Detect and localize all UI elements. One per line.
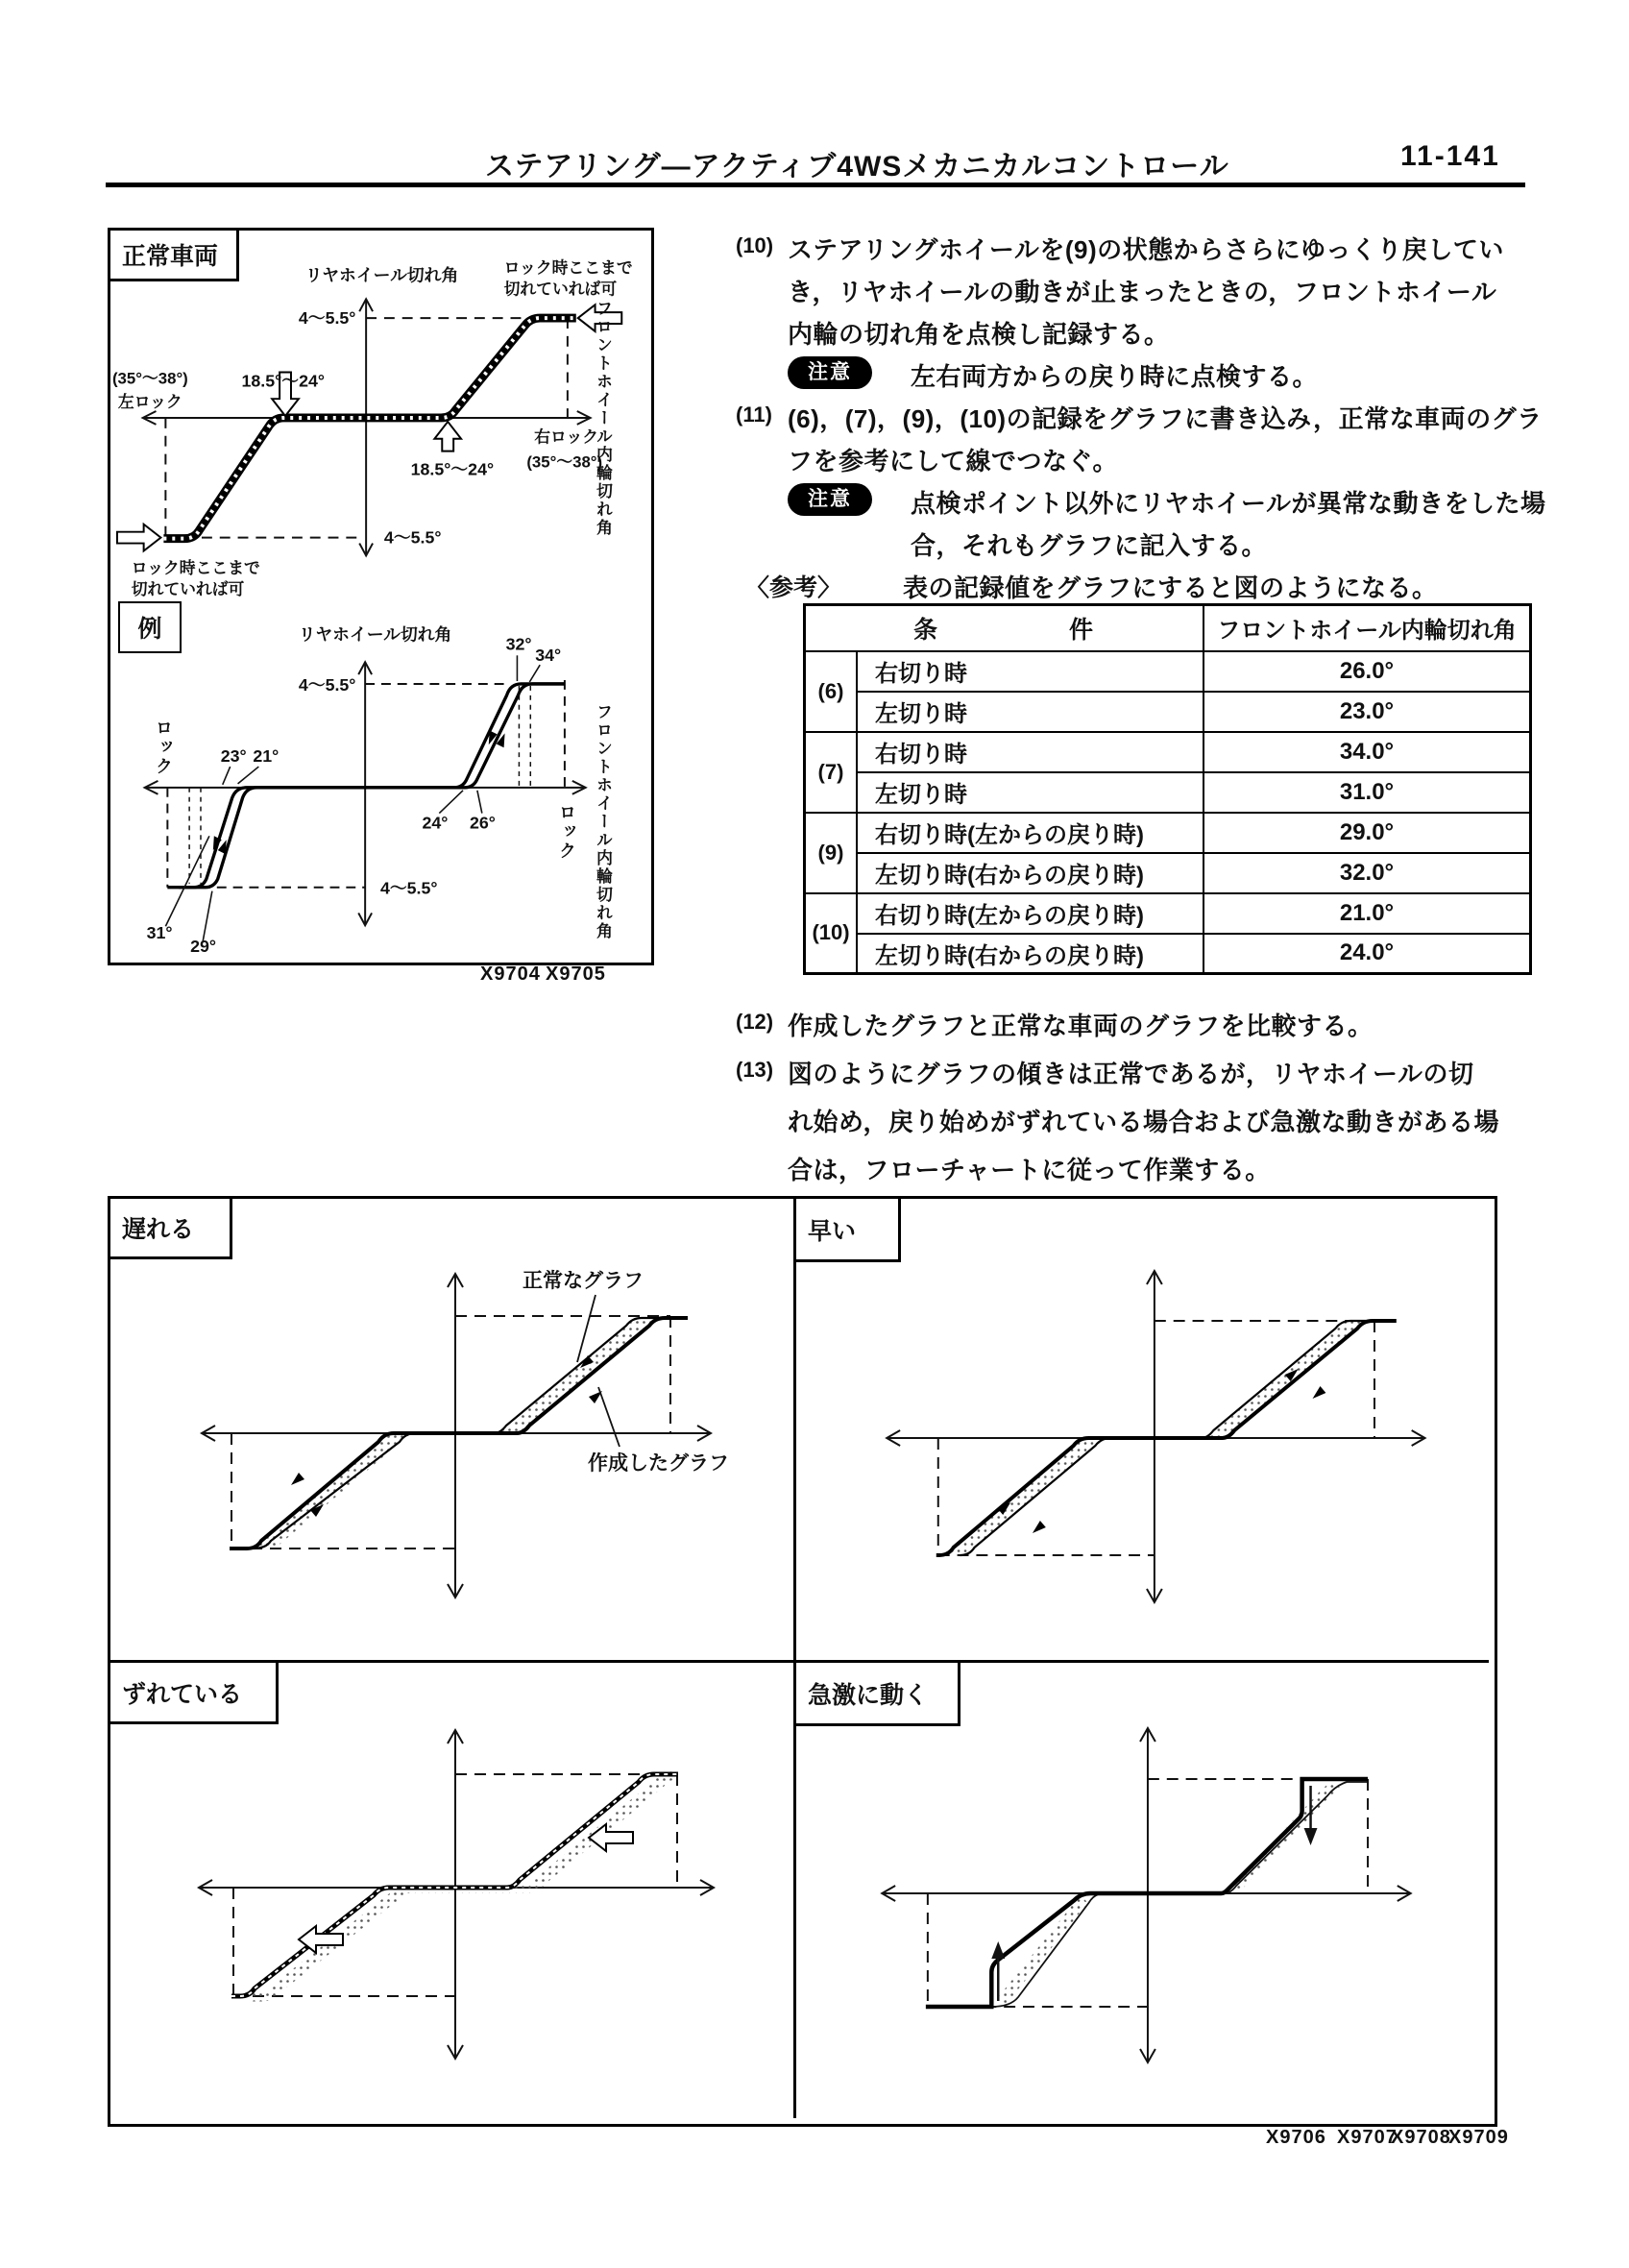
table-group-id: (6) (805, 651, 858, 732)
table-value: 21.0° (1204, 893, 1531, 934)
arrow-up-icon (991, 1941, 1005, 1959)
step-13-number: (13) (736, 1058, 774, 1082)
normal-right-lock-range: (35°〜38°) (526, 452, 603, 472)
figure-id: X9706 (1266, 2127, 1326, 2148)
quadrant-shifted-graph (110, 1663, 793, 2118)
table-row (805, 934, 1531, 974)
step-13-line-3: 合は，フローチャートに従って作業する。 (788, 1156, 1271, 1184)
example-curves (167, 684, 565, 888)
caution-1-text: 左右両方からの戻り時に点検する。 (911, 362, 1319, 391)
lock-arrow-bottom-icon (117, 524, 161, 551)
step-13-line-2: れ始め，戻り始めがずれている場合および急激な動きがある場 (788, 1108, 1499, 1136)
table-value: 24.0° (1204, 934, 1531, 974)
figure-id: X9707 (1337, 2127, 1398, 2148)
normal-lock-note-bottom-2: 切れていれば可 (131, 579, 245, 598)
table-row (805, 772, 1531, 813)
quadrant-shifted-label: ずれている (122, 1680, 243, 1708)
caution-badge: 注意 (788, 483, 872, 516)
arrow-down-icon (1304, 1828, 1318, 1845)
figure-id: X9708 (1391, 2127, 1451, 2148)
table-condition: 右切り時(左からの戻り時) (857, 813, 1204, 853)
page-number: 11-141 (1400, 140, 1500, 172)
example-angle-26: 26° (469, 813, 496, 833)
example-thin-dashed (189, 686, 530, 884)
created-graph-label: 作成したグラフ (588, 1452, 729, 1475)
table-group-id: (10) (805, 893, 858, 974)
example-leader-lines (165, 655, 540, 942)
table-header-row (805, 605, 1531, 651)
normal-deadband-lower: 18.5°〜24° (410, 459, 495, 479)
table-value: 31.0° (1204, 772, 1531, 813)
example-angle-23: 23° (220, 746, 247, 767)
table-header-condition: 条 件 (805, 605, 1204, 651)
table-value: 29.0° (1204, 813, 1531, 853)
quadrant-sudden-label-box (796, 1663, 960, 1726)
band-lower (1002, 1899, 1083, 2001)
step-11-line-2: フを参考にして線でつなぐ。 (788, 447, 1118, 476)
quadrant-shifted-label-box (110, 1663, 279, 1724)
caution-2-line-1: 点検ポイント以外にリヤホイールが異常な動きをした場 (911, 489, 1546, 518)
figure-id: X9709 (1448, 2127, 1509, 2148)
axes (199, 1730, 714, 2059)
normal-lock-note-top-2: 切れていれば可 (503, 280, 618, 299)
band-lower (945, 1438, 1103, 1555)
step-10-number: (10) (736, 233, 774, 257)
normal-lower-range: 4〜5.5° (383, 527, 442, 548)
example-y-axis-label: リヤホイール切れ角 (298, 624, 452, 645)
quadrant-early-label: 早い (808, 1217, 857, 1245)
step-10-line-3: 内輪の切れ角を点検し記録する。 (788, 320, 1170, 349)
normal-graph-label: 正常なグラフ (523, 1270, 644, 1292)
quadrant-sudden-graph (796, 1663, 1489, 2118)
example-right-axis-label: フロントホイール内輪切れ角 (594, 703, 612, 940)
normal-upper-range: 4〜5.5° (298, 308, 356, 329)
normal-deadband-upper: 18.5°〜24° (241, 371, 325, 391)
table-value: 23.0° (1204, 692, 1531, 732)
table-row (805, 732, 1531, 772)
normal-curve (163, 318, 575, 539)
example-angle-21: 21° (253, 746, 280, 767)
quadrant-sudden-label: 急激に動く (808, 1681, 929, 1709)
table-value: 26.0° (1204, 651, 1531, 692)
table-row (805, 893, 1531, 934)
example-dashed-lines (167, 680, 565, 888)
table-condition: 右切り時(左からの戻り時) (857, 893, 1204, 934)
quadrant-delayed-label: 遅れる (122, 1216, 195, 1243)
table-group-id: (9) (805, 813, 858, 893)
example-figure-title: 例 (137, 616, 162, 643)
quadrant-delayed-graph (110, 1199, 793, 1660)
reference-label: 〈参考〉 (745, 574, 842, 601)
step-10-line-1: ステアリングホイールを(9)の状態からさらにゆっくり戻してい (788, 235, 1504, 264)
table-condition: 右切り時 (857, 732, 1204, 772)
normal-left-lock-range: (35°〜38°) (111, 369, 188, 388)
example-lock-right-label: ロック (557, 803, 576, 861)
deadband-arrow-up-icon (434, 422, 461, 451)
example-lock-left-label: ロック (154, 719, 173, 776)
example-angle-24: 24° (422, 813, 449, 833)
normal-right-lock: 右ロック (534, 427, 599, 447)
step-11-number: (11) (736, 402, 772, 427)
normal-left-lock: 左ロック (117, 393, 182, 412)
page-title: ステアリング―アクティブ4WSメカニカルコントロール (485, 151, 1229, 183)
comparison-grid (108, 1196, 1497, 2127)
header-rule (106, 183, 1525, 187)
figure-id: X9704 (480, 963, 541, 985)
table-condition: 右切り時 (857, 651, 1204, 692)
table-row (805, 692, 1531, 732)
quadrant-early-label-box (796, 1199, 901, 1262)
caution-badge: 注意 (788, 356, 872, 389)
quadrant-early-graph (796, 1199, 1489, 1660)
normal-figure-title-box (110, 231, 239, 281)
left-figure-box (108, 228, 654, 965)
reference-text: 表の記録値をグラフにすると図のようになる。 (903, 573, 1438, 602)
table-row (805, 651, 1531, 692)
step-10-line-2: き，リヤホイールの動きが止まったときの，フロントホイール (788, 278, 1497, 306)
normal-lock-note-top-1: ロック時ここまで (503, 258, 633, 278)
band-upper (1206, 1321, 1364, 1438)
table-condition: 左切り時 (857, 692, 1204, 732)
example-angle-34: 34° (535, 646, 562, 666)
example-lower-range: 4〜5.5° (379, 878, 438, 898)
example-angle-29: 29° (190, 936, 217, 956)
normal-y-axis-label: リヤホイール切れ角 (304, 265, 459, 285)
example-upper-range: 4〜5.5° (298, 674, 356, 695)
table-row (805, 853, 1531, 893)
step-12-line-1: 作成したグラフと正常な車両のグラフを比較する。 (788, 1012, 1374, 1040)
figure-id: X9705 (546, 963, 606, 985)
table-group-id: (7) (805, 732, 858, 813)
table-condition: 左切り時(右からの戻り時) (857, 934, 1204, 974)
normal-curve-hatch (163, 318, 575, 539)
table-value: 32.0° (1204, 853, 1531, 893)
quadrant-delayed-label-box (110, 1199, 232, 1259)
step-11-line-1: (6)，(7)，(9)，(10)の記録をグラフに書き込み，正常な車両のグラ (788, 404, 1543, 433)
normal-lock-note-bottom-1: ロック時ここまで (131, 559, 260, 578)
table-row (805, 813, 1531, 853)
example-figure-title-box (118, 601, 182, 653)
normal-right-axis-label: フロントホイール内輪切れ角 (594, 300, 612, 537)
example-angle-32: 32° (505, 634, 532, 654)
table-condition: 左切り時 (857, 772, 1204, 813)
example-angle-31: 31° (146, 923, 173, 943)
caution-2-line-2: 合，それもグラフに記入する。 (911, 531, 1268, 560)
table-value: 34.0° (1204, 732, 1531, 772)
step-13-line-1: 図のようにグラフの傾きは正常であるが，リヤホイールの切 (788, 1060, 1474, 1088)
normal-figure-title: 正常車両 (122, 243, 219, 270)
step-12-number: (12) (736, 1010, 774, 1034)
reference-table (803, 603, 1532, 975)
table-condition: 左切り時(右からの戻り時) (857, 853, 1204, 893)
table-header-value: フロントホイール内輪切れ角 (1204, 605, 1531, 651)
